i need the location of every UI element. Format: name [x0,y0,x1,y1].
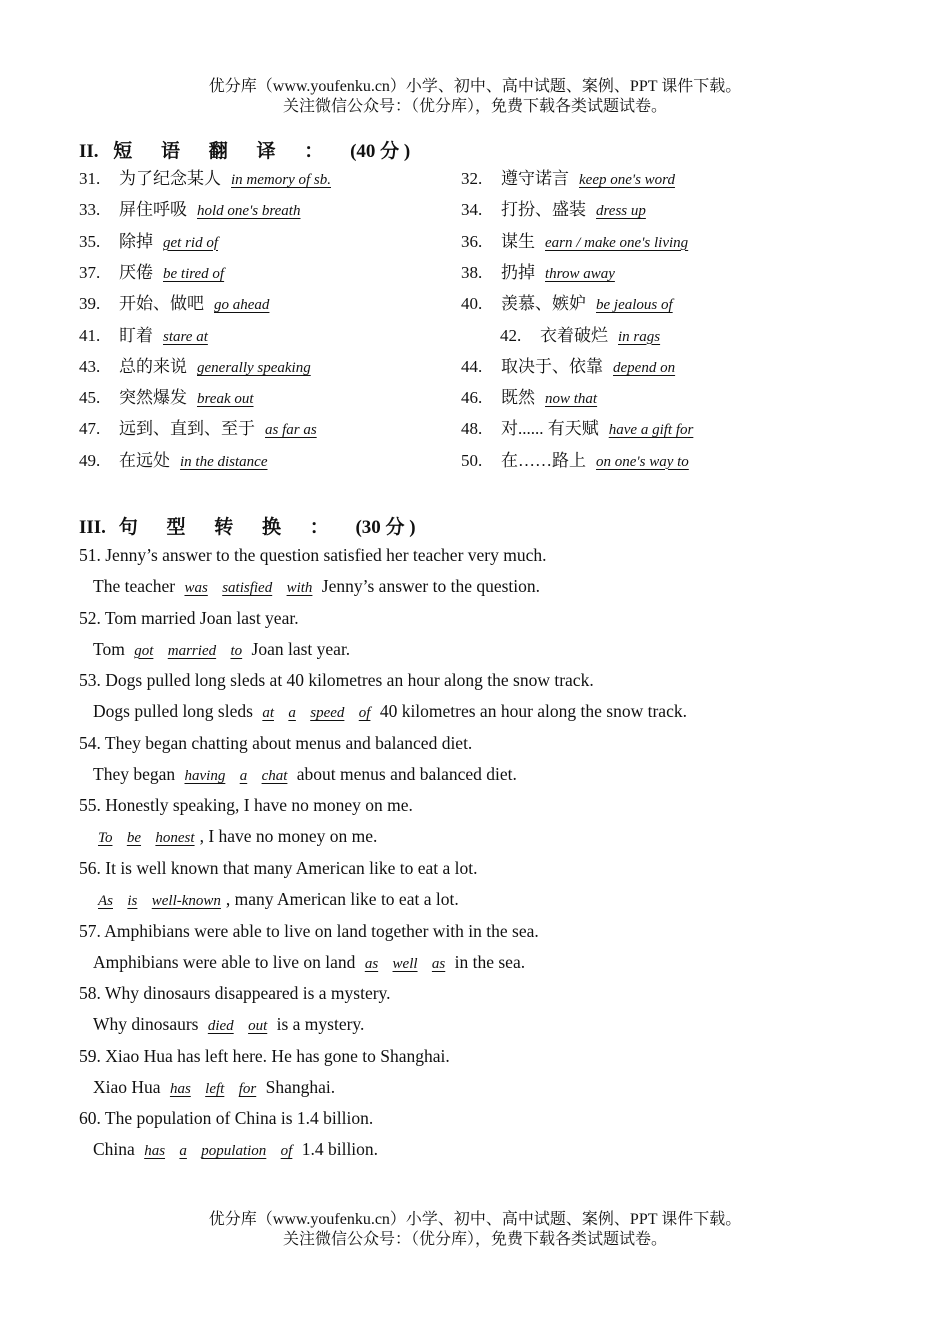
phrase-item [461,356,687,379]
phrase-number: 34. [461,200,483,220]
answer-blank: chat [261,767,288,784]
phrase-answer: be tired of [163,265,225,282]
answer-blank: married [167,642,217,659]
phrase-number: 40. [461,294,483,314]
phrase-chinese: 为了纪念某人 [119,169,221,188]
answer-suffix: in the sea. [454,951,526,972]
phrase-answer: be jealous of [596,297,673,314]
answer-blank: be [126,830,142,847]
phrase-item [461,387,609,410]
question-sentence: 57. Amphibians were able to live on land together with in the sea. [79,920,539,941]
answer-blank: was [184,580,208,596]
header-line-1: 优分库（www.youfenku.cn）小学、初中、高中试题、案例、PPT 课件下载。 [208,78,742,95]
question-sentence: 56. It is well known that many American like to eat a lot. [79,858,478,878]
answer-prefix: Dogs pulled long sleds [93,701,253,722]
answer-suffix: , I have no money on me. [199,826,378,847]
answer-blank: As [98,893,113,909]
phrase-chinese: 开始、做吧 [119,294,204,314]
phrase-chinese: 除掉 [119,231,153,251]
phrase-number: 50. [461,450,483,470]
footer-line-1: 优分库（www.youfenku.cn）小学、初中、高中试题、案例、PPT 课件下载。 [208,1211,742,1228]
phrase-chinese: 在……路上 [501,450,586,470]
phrase-chinese: 在远处 [119,450,170,470]
phrase-answer: throw away [545,265,615,282]
answer-blank: died [207,1018,234,1035]
phrase-number: 47. [79,419,101,439]
phrase-item [79,293,281,316]
answer-blank: a [288,705,296,722]
phrase-item [461,293,685,316]
phrase-chinese: 衣着破烂 [540,325,608,345]
phrase-answer: get rid of [163,234,218,251]
answer-blank: as [431,955,446,972]
phrase-answer: as far as [265,422,317,439]
section-2-roman: II. [79,141,99,162]
phrase-number: 49. [79,450,101,470]
answer-sentence [93,1013,364,1037]
answer-suffix: Joan last year. [251,638,351,659]
answer-sentence [93,763,517,787]
phrase-chinese: 取决于、依靠 [501,356,603,376]
phrase-answer: go ahead [214,297,270,314]
phrase-number: 43. [79,356,101,376]
question-sentence: 60. The population of China is 1.4 billion. [79,1108,374,1129]
answer-sentence [93,951,525,975]
phrase-number: 32. [461,169,483,188]
phrase-number: 33. [79,200,101,220]
answer-blank: To [98,830,113,847]
phrase-answer: break out [197,391,254,408]
answer-blank: left [205,1080,225,1097]
phrase-answer: in memory of sb. [231,172,331,188]
answer-prefix: Why dinosaurs [93,1014,199,1035]
phrase-chinese: 遵守诺言 [501,169,569,188]
answer-prefix: China [93,1139,135,1160]
phrase-answer: have a gift for [608,422,694,439]
phrase-chinese: 突然爆发 [119,388,187,408]
page-footer [0,1210,950,1250]
answer-prefix: The teacher [93,576,176,596]
header-line-2: 关注微信公众号：（优分库），免费下载各类试题试卷。 [282,98,667,115]
answer-blank: population [201,1143,267,1160]
phrase-number: 45. [79,388,101,408]
question-sentence: 58. Why dinosaurs disappeared is a mystery. [79,983,391,1004]
phrase-item [461,418,705,441]
question-sentence: 55. Honestly speaking, I have no money on me. [79,795,413,816]
phrase-number: 48. [461,419,483,439]
phrase-chinese: 对...... 有天赋 [501,419,599,439]
phrase-answer: earn / make one's living [545,234,689,251]
answer-sentence [93,638,350,662]
answer-suffix: is a mystery. [276,1014,365,1035]
answer-blank: at [262,705,274,722]
phrase-item [461,262,627,285]
answer-sentence [93,888,459,912]
answer-blank: of [280,1143,293,1160]
phrase-answer: on one's way to [596,453,689,470]
phrase-number: 44. [461,356,483,376]
phrase-chinese: 厌倦 [119,262,153,282]
answer-blank: to [230,642,243,659]
answer-blank: for [238,1080,257,1097]
answer-blank: well-known [151,893,221,909]
phrase-number: 31. [79,169,101,188]
answer-prefix: Amphibians were able to live on land [93,951,356,972]
page-header [0,77,950,117]
phrase-item [79,325,220,348]
answer-blank: of [358,705,371,722]
question-sentence: 53. Dogs pulled long sleds at 40 kilometres an hour along the snow track. [79,670,594,691]
phrase-item [79,356,323,379]
phrase-number: 38. [461,262,483,282]
question-sentence: 52. Tom married Joan last year. [79,607,299,628]
answer-blank: satisfied [222,580,273,596]
phrase-item [79,418,329,441]
answer-prefix: Tom [93,638,125,659]
answer-blank: having [184,767,226,784]
answer-blank: got [134,642,154,659]
phrase-number: 35. [79,231,101,251]
answer-suffix: 40 kilometres an hour along the snow track. [379,701,687,722]
question-sentence: 51. Jenny’s answer to the question satisfied her teacher very much. [79,545,547,565]
phrase-answer: generally speaking [197,359,311,376]
phrase-item [79,450,279,473]
answer-sentence [93,700,687,724]
phrase-answer: in rags [618,328,661,345]
answer-blank: is [127,893,138,909]
phrase-item [461,231,700,254]
section-3-heading: 句 型 转 换 ： [118,517,341,538]
answer-blank: with [286,580,313,596]
phrase-number: 37. [79,262,101,282]
answer-blank: well [392,955,418,972]
phrase-answer: stare at [163,328,208,345]
answer-blank: a [239,767,248,784]
section-3-score: (30 分 ) [355,517,416,538]
section-2-title [79,136,410,163]
answer-blank: has [144,1143,166,1160]
phrase-answer: in the distance [180,453,268,470]
phrase-number: 42. [500,325,522,345]
phrase-chinese: 羡慕、嫉妒 [501,294,586,314]
answer-prefix: They began [93,763,176,784]
phrase-item [79,231,230,254]
section-3-title [79,512,416,539]
phrase-chinese: 远到、直到、至于 [119,419,255,439]
answer-blank: has [169,1080,191,1097]
section-2-score: (40 分 ) [350,141,411,162]
phrase-chinese: 盯着 [119,325,153,345]
answer-blank: out [248,1018,268,1035]
phrase-item [461,199,658,222]
phrase-item [461,450,701,473]
phrase-number: 39. [79,294,101,314]
phrase-answer: dress up [596,203,646,220]
phrase-chinese: 既然 [501,388,535,408]
phrase-chinese: 屏住呼吸 [119,200,187,220]
answer-suffix: Jenny’s answer to the question. [321,576,541,596]
answer-blank: speed [310,705,345,722]
phrase-answer: keep one's word [579,172,675,188]
answer-suffix: about menus and balanced diet. [296,763,517,784]
answer-blank: a [179,1143,187,1160]
phrase-chinese: 谋生 [501,231,535,251]
answer-suffix: 1.4 billion. [301,1139,379,1160]
answer-sentence [93,1138,378,1162]
footer-line-2: 关注微信公众号：（优分库），免费下载各类试题试卷。 [282,1231,667,1248]
phrase-chinese: 打扮、盛装 [501,200,586,220]
phrase-number: 46. [461,388,483,408]
question-sentence: 54. They began chatting about menus and balanced diet. [79,732,473,753]
section-3-roman: III. [79,517,106,538]
phrase-item [461,168,687,191]
answer-sentence [93,575,540,599]
phrase-item [79,262,236,285]
phrase-item [79,199,312,222]
phrase-item [500,325,672,348]
answer-blank: honest [155,830,195,847]
answer-suffix: , many American like to eat a lot. [225,889,459,909]
phrase-chinese: 扔掉 [501,262,535,282]
phrase-number: 41. [79,325,101,345]
question-sentence: 59. Xiao Hua has left here. He has gone to Shanghai. [79,1045,450,1066]
answer-prefix: Xiao Hua [93,1076,161,1097]
answer-sentence [93,825,377,849]
phrase-answer: depend on [613,359,676,376]
answer-sentence [93,1076,335,1100]
phrase-chinese: 总的来说 [119,356,187,376]
answer-suffix: Shanghai. [265,1076,336,1097]
phrase-number: 36. [461,231,483,251]
phrase-answer: hold one's breath [197,203,301,220]
section-2-heading: 短 语 翻 译 ： [113,141,336,162]
phrase-item [79,168,343,191]
answer-blank: as [364,955,379,972]
phrase-item [79,387,266,410]
phrase-answer: now that [545,391,598,408]
